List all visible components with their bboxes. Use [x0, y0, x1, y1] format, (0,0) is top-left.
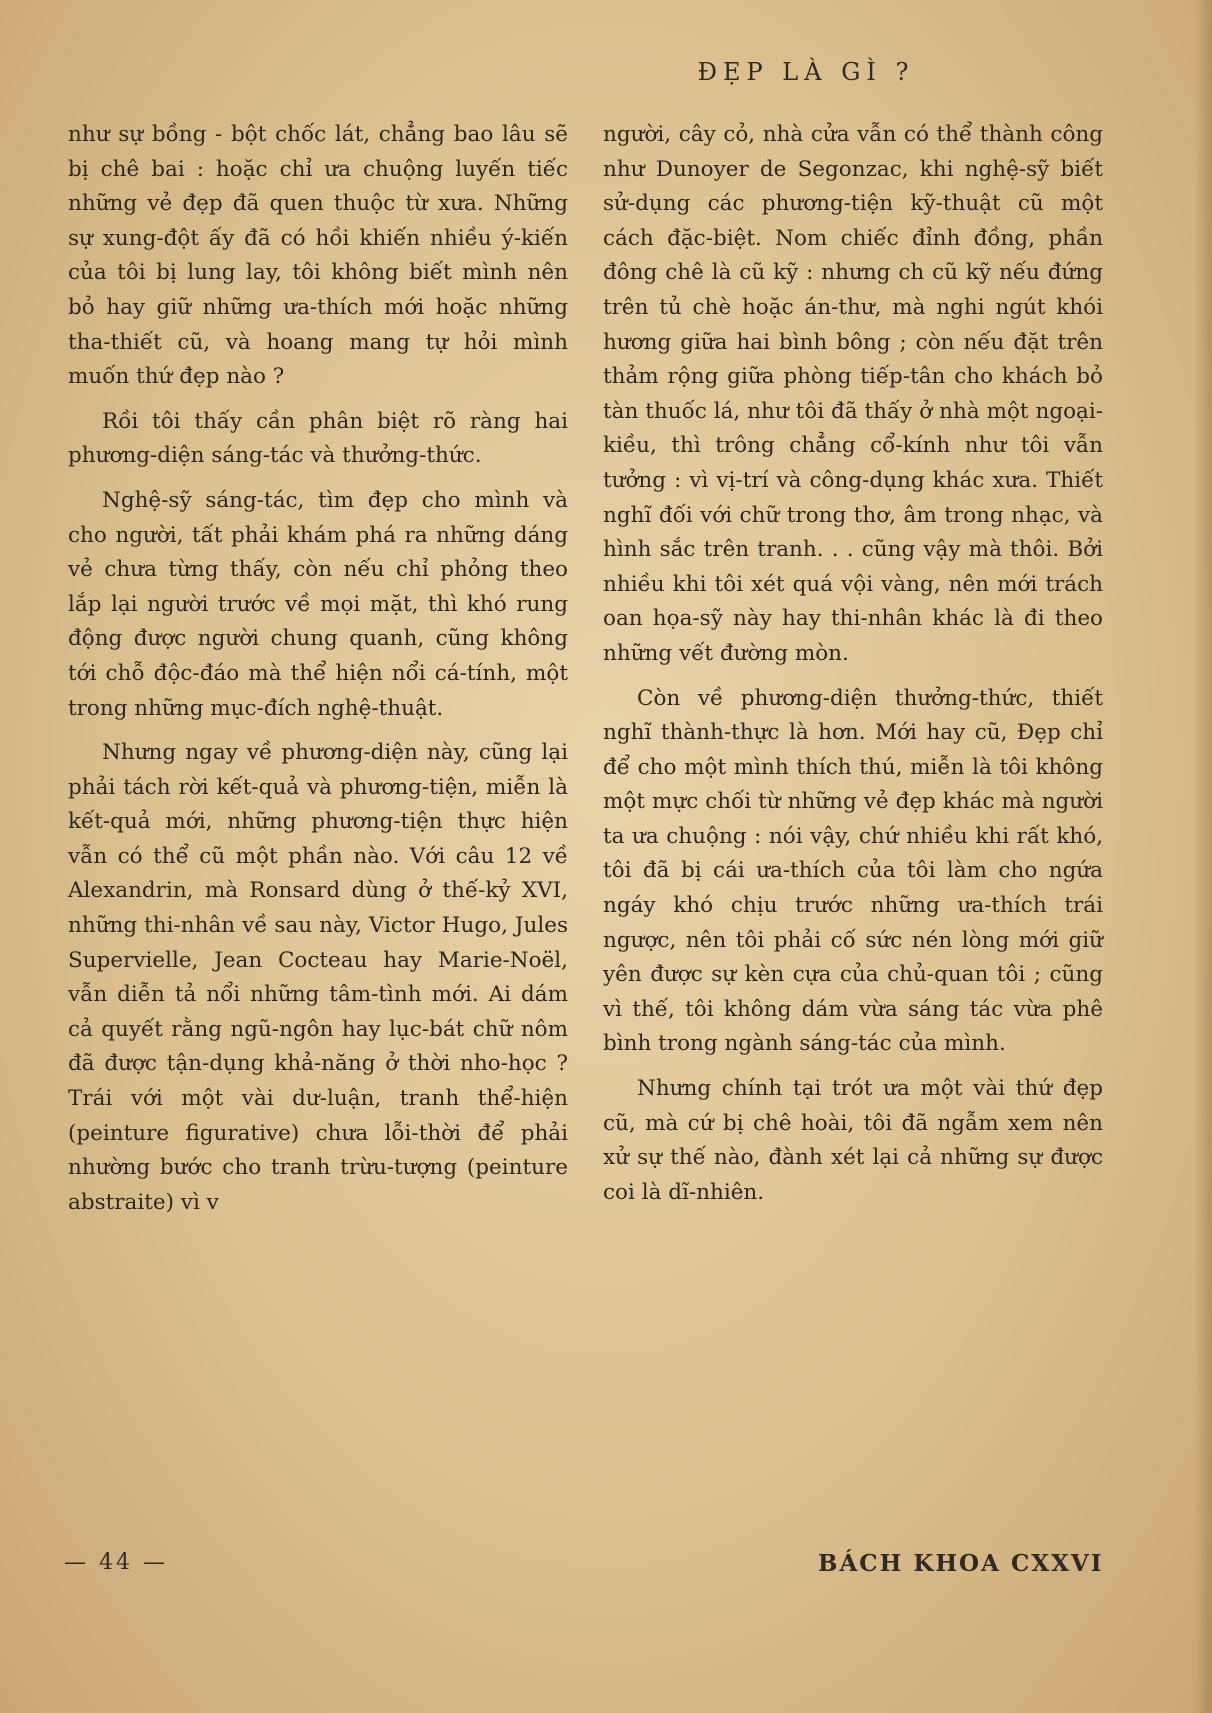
- paragraph: như sự bồng - bột chốc lát, chẳng bao lâu sẽ bị chê bai : hoặc chỉ ưa chuộng luyến tiếc những vẻ đẹp đã quen thuộc từ xưa. Những sự xung-đột ấy đã có hồi khiến nhiều ý-kiến của tôi bị lung lay, tôi không biết mình nên bỏ hay giữ những ưa-thích mới hoặc những tha-thiết cũ, và hoang mang tự hỏi mình muốn thứ đẹp nào ?: [68, 122, 568, 390]
- paragraph: Còn về phương-diện thưởng-thức, thiết nghĩ thành-thực là hơn. Mới hay cũ, Đẹp chỉ để cho một mình thích thú, miễn là tôi không một mực chối từ những vẻ đẹp khác mà người ta ưa chuộng : nói vậy, chứ nhiều khi rất khó, tôi đã bị cái ưa-thích của tôi làm cho ngứa ngáy khó chịu trước những ưa-thích trái ngược, nên tôi phải cố sức nén lòng mới giữ yên được sự kèn cựa của chủ-quan tôi ; cũng vì thế, tôi không dám vừa sáng tác vừa phê bình trong ngành sáng-tác của mình.: [603, 685, 1103, 1057]
- paragraph: người, cây cỏ, nhà cửa vẫn có thể thành công như Dunoyer de Segonzac, khi nghệ-sỹ biết sử-dụng các phương-tiện kỹ-thuật cũ một cách đặc-biệt. Nom chiếc đỉnh đồng, phần đông chê là cũ kỹ : nhưng ch cũ kỹ nếu đứng trên tủ chè hoặc án-thư, mà nghi ngút khói hương giữa hai bình bông ; còn nếu đặt trên thảm rộng giữa phòng tiếp-tân cho khách bỏ tàn thuốc lá, như tôi đã thấy ở nhà một ngoại-kiều, thì trông chẳng cổ-kính như tôi vẫn tưởng : vì vị-trí và công-dụng khác xưa. Thiết nghĩ đối với chữ trong thơ, âm trong nhạc, và hình sắc trên tranh. . . cũng vậy mà thôi. Bởi nhiều khi tôi xét quá vội vàng, nên mới trách oan họa-sỹ này hay thi-nhân khác là đi theo những vết đường mòn.: [603, 122, 1103, 666]
- running-header-title: ĐẸP LÀ GÌ ?: [697, 58, 915, 86]
- paragraph: Nghệ-sỹ sáng-tác, tìm đẹp cho mình và cho người, tất phải khám phá ra những dáng vẻ chưa từng thấy, còn nếu chỉ phỏng theo lắp lại người trước về mọi mặt, thì khó rung động được người chung quanh, cũng không tới chỗ độc-đáo mà thể hiện nổi cá-tính, một trong những mục-đích nghệ-thuật.: [68, 487, 568, 721]
- paragraph: Nhưng ngay về phương-diện này, cũng lại phải tách rời kết-quả và phương-tiện, miễn là kết-quả mới, những phương-tiện thực hiện vẫn có thể cũ một phần nào. Với câu 12 về Alexandrin, mà Ronsard dùng ở thế-kỷ XVI, những thi-nhân về sau này, Victor Hugo, Jules Supervielle, Jean Cocteau hay Marie-Noël, vẫn diễn tả nổi những tâm-tình mới. Ai dám cả quyết rằng ngũ-ngôn hay lục-bát chữ nôm đã được tận-dụng khả-năng ở thời nho-học ? Trái với một vài dư-luận, tranh thể-hiện (peinture figurative) chưa lỗi-thời để phải nhường bước cho tranh trừu-tượng (peinture abstraite) vì v: [68, 740, 568, 1215]
- right-text-column: [603, 118, 1103, 1220]
- page-edge-shadow: [1194, 0, 1212, 1713]
- magazine-issue: BÁCH KHOA CXXVI: [818, 1550, 1104, 1577]
- left-text-column: [68, 118, 568, 1230]
- paragraph: Nhưng chính tại trót ưa một vài thứ đẹp cũ, mà cứ bị chê hoài, tôi đã ngẫm xem nên xử sự thế nào, đành xét lại cả những sự được coi là dĩ-nhiên.: [603, 1076, 1103, 1205]
- page-number: — 44 —: [64, 1550, 168, 1575]
- paragraph: Rồi tôi thấy cần phân biệt rõ ràng hai phương-diện sáng-tác và thưởng-thức.: [68, 408, 568, 469]
